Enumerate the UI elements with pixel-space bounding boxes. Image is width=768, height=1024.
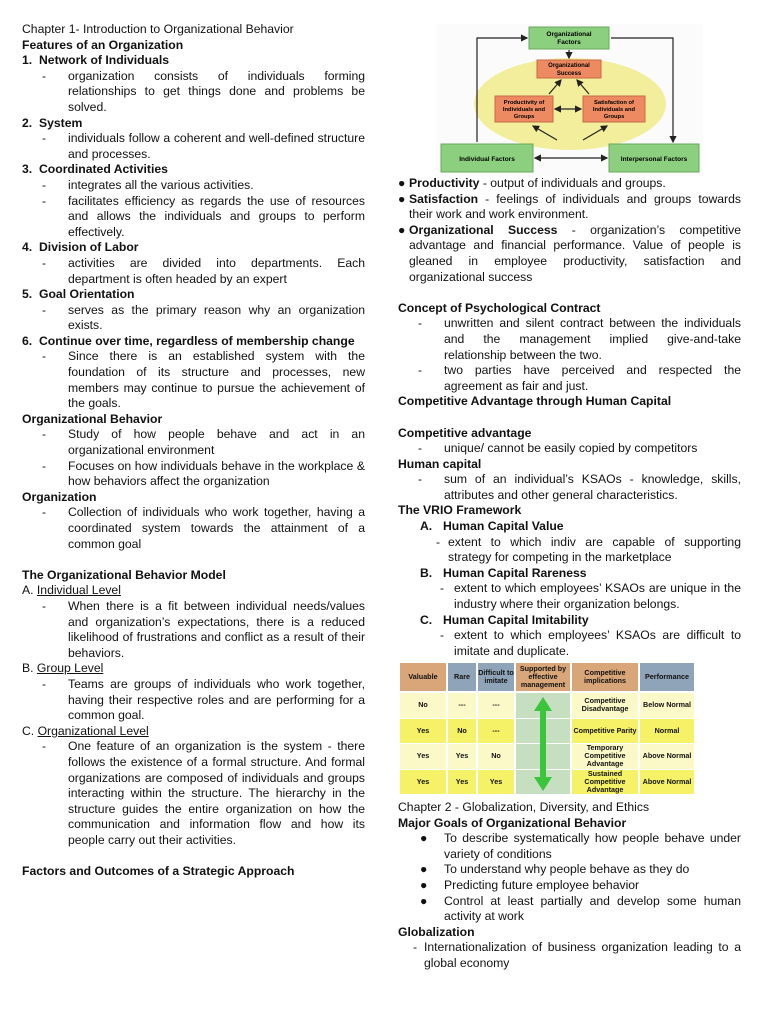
svg-text:Success: Success (556, 71, 582, 77)
vrio-heading: The VRIO Framework (398, 503, 522, 518)
vrio-item-heading: C. Human Capital Imitability (420, 612, 589, 627)
feature-bullet: - activities are divided into departments. Each department is often headed by an expert (42, 255, 365, 286)
vrio-cell: --- (478, 719, 514, 744)
level-bullet: - One feature of an organization is the system - there follows the existence of a formal structure. And formal organizations are composed of individuals and groups interacting within the structure. The hierarchy in the structure guides the entire organization on how the communication and information flow and how its people carry out their activities. (42, 739, 365, 847)
human-capital-advantage-heading: Competitive Advantage through Human Capital (398, 394, 672, 409)
level-heading: A. Individual Level (22, 583, 121, 598)
feature-bullet: - organization consists of individuals forming relationships to get things done and problems be solved. (42, 68, 365, 114)
feature-item: 3. Coordinated Activities (22, 162, 168, 177)
chapter-title: Chapter 1- Introduction to Organizational Behavior (22, 22, 294, 36)
vrio-cell: No (400, 693, 446, 718)
feature-bullet: - serves as the primary reason why an organization exists. (42, 302, 365, 333)
ob-model-diagram (437, 24, 703, 176)
globalization-bullet: - Internationalization of business organization leading to a global economy (413, 940, 741, 970)
svg-text:Factors: Factors (557, 39, 581, 46)
vrio-item-text: - extent to which employees’ KSAOs are difficult to imitate and duplicate. (440, 628, 741, 658)
vrio-header-cell: Supported by effective management (516, 663, 570, 691)
vrio-cell: Competitive Disadvantage (572, 693, 638, 718)
level-heading: C. Organizational Level (22, 723, 149, 738)
left-column (22, 22, 365, 880)
feature-item: 6. Continue over time, regardless of membership change (22, 333, 355, 348)
chapter2-title: Chapter 2 - Globalization, Diversity, and Ethics (398, 800, 650, 814)
feature-bullet: - integrates all the various activities. (42, 177, 254, 192)
human-capital-heading: Human capital (398, 456, 482, 471)
goal-item: ● Control at least partially and develop some human activity at work (420, 893, 741, 924)
vrio-cell: Sustained Competitive Advantage (572, 770, 638, 795)
outcome-item: ● Organizational Success - organization’s competitive advantage and financial performance. Value of people is gleaned in employee productivity, satisfaction and organizational success (398, 222, 742, 284)
vrio-item-text: - extent to which indiv are capable of supporting strategy for competing in the marketplace (436, 534, 741, 565)
ob-bullet: - Focuses on how individuals behave in the workplace & how behaviors affect the organization (42, 458, 365, 489)
competitive-advantage-bullet: - unique/ cannot be easily copied by competitors (418, 441, 698, 456)
svg-text:Organizational: Organizational (546, 31, 592, 38)
contract-heading: Concept of Psychological Contract (398, 300, 601, 315)
feature-item: 5. Goal Orientation (22, 287, 135, 302)
factors-heading: Factors and Outcomes of a Strategic Approach (22, 864, 295, 879)
outcome-item: ● Satisfaction - feelings of individuals and groups towards their work and work environment. (398, 191, 741, 222)
right-column-bottom (398, 800, 741, 972)
svg-text:Productivity of: Productivity of (503, 100, 545, 106)
contract-bullet: - two parties have perceived and respected the agreement as fair and just. (418, 363, 741, 393)
vrio-arrow-icon (516, 695, 570, 793)
vrio-cell: Competitive Parity (572, 719, 638, 744)
goal-item: ● Predicting future employee behavior (420, 877, 640, 892)
goals-heading: Major Goals of Organizational Behavior (398, 815, 627, 830)
vrio-header-cell: Rare (448, 663, 476, 691)
vrio-header-cell: Difficult to imitate (478, 663, 514, 691)
ob-bullet: - Study of how people behave and act in an organizational environment (42, 427, 365, 458)
svg-text:Interpersonal Factors: Interpersonal Factors (620, 156, 688, 163)
vrio-cell: Yes (478, 770, 514, 795)
vrio-item-heading: B. Human Capital Rareness (420, 565, 587, 580)
vrio-cell: Above Normal (640, 744, 694, 769)
vrio-cell: --- (478, 693, 514, 718)
features-heading: Features of an Organization (22, 37, 184, 52)
vrio-table (398, 663, 741, 799)
outcome-item: ● Productivity - output of individuals and groups. (398, 176, 666, 190)
goal-item: ● To describe systematically how people behave under variety of conditions (420, 831, 741, 861)
vrio-cell: No (478, 744, 514, 769)
contract-bullet: - unwritten and silent contract between the individuals and the management implied give-and-take relationship between the two. (418, 316, 741, 362)
goal-item: ● To understand why people behave as they do (420, 862, 690, 877)
svg-text:Individuals and: Individuals and (502, 107, 546, 113)
vrio-item-text: - extent to which employees’ KSAOs are unique in the industry where their organization belongs. (440, 581, 741, 612)
globalization-heading: Globalization (398, 924, 475, 939)
vrio-cell: Yes (400, 770, 446, 795)
vrio-cell: Yes (400, 744, 446, 769)
feature-item: 1. Network of Individuals (22, 53, 170, 68)
vrio-header-cell: Valuable (400, 663, 446, 691)
vrio-cell: --- (448, 693, 476, 718)
right-column (398, 176, 741, 659)
ob-heading: Organizational Behavior (22, 411, 163, 426)
feature-item: 4. Division of Labor (22, 240, 139, 255)
vrio-cell: No (448, 719, 476, 744)
feature-bullet: - Since there is an established system with the foundation of its structure and processes, new members may continue to pursue the achievement of the goals. (42, 349, 365, 411)
human-capital-bullet: - sum of an individual’s KSAOs - knowledge, skills, attributes and other general characteristics. (418, 472, 741, 502)
vrio-cell: Temporary Competitive Advantage (572, 744, 638, 769)
vrio-cell: Yes (448, 770, 476, 795)
vrio-cell: Above Normal (640, 770, 694, 795)
vrio-item-heading: A. Human Capital Value (420, 519, 564, 534)
vrio-cell: Yes (400, 719, 446, 744)
level-bullet: - Teams are groups of individuals who work together, having their respective roles and are performing for a common goal. (42, 676, 365, 723)
svg-text:Satisfaction of: Satisfaction of (594, 100, 634, 106)
feature-bullet: - individuals follow a coherent and well-defined structure and processes. (42, 131, 365, 161)
vrio-header-cell: Performance (640, 663, 694, 691)
level-heading: B. Group Level (22, 661, 104, 676)
feature-item: 2. System (22, 115, 83, 130)
organization-bullet: - Collection of individuals who work together, having a coordinated system towards the attainment of a common goal (42, 505, 365, 551)
vrio-cell: Below Normal (640, 693, 694, 718)
vrio-header-cell: Competitive implications (572, 663, 638, 691)
svg-text:Groups: Groups (513, 114, 535, 120)
feature-bullet: - facilitates efficiency as regards the use of resources and allows the individuals and groups to perform effectively. (42, 193, 365, 239)
svg-text:Individual Factors: Individual Factors (459, 156, 515, 163)
svg-text:Groups: Groups (603, 114, 625, 120)
vrio-cell: Yes (448, 744, 476, 769)
competitive-advantage-heading: Competitive advantage (398, 425, 532, 440)
svg-text:Individuals and: Individuals and (592, 107, 636, 113)
svg-text:Organizational: Organizational (548, 63, 590, 69)
organization-heading: Organization (22, 489, 97, 504)
vrio-cell: Normal (640, 719, 694, 744)
model-heading: The Organizational Behavior Model (22, 567, 226, 582)
level-bullet: - When there is a fit between individual needs/values and organization’s expectations, there is a reduced likelihood of frustrations and conflict as a result of their behaviors. (42, 598, 365, 660)
